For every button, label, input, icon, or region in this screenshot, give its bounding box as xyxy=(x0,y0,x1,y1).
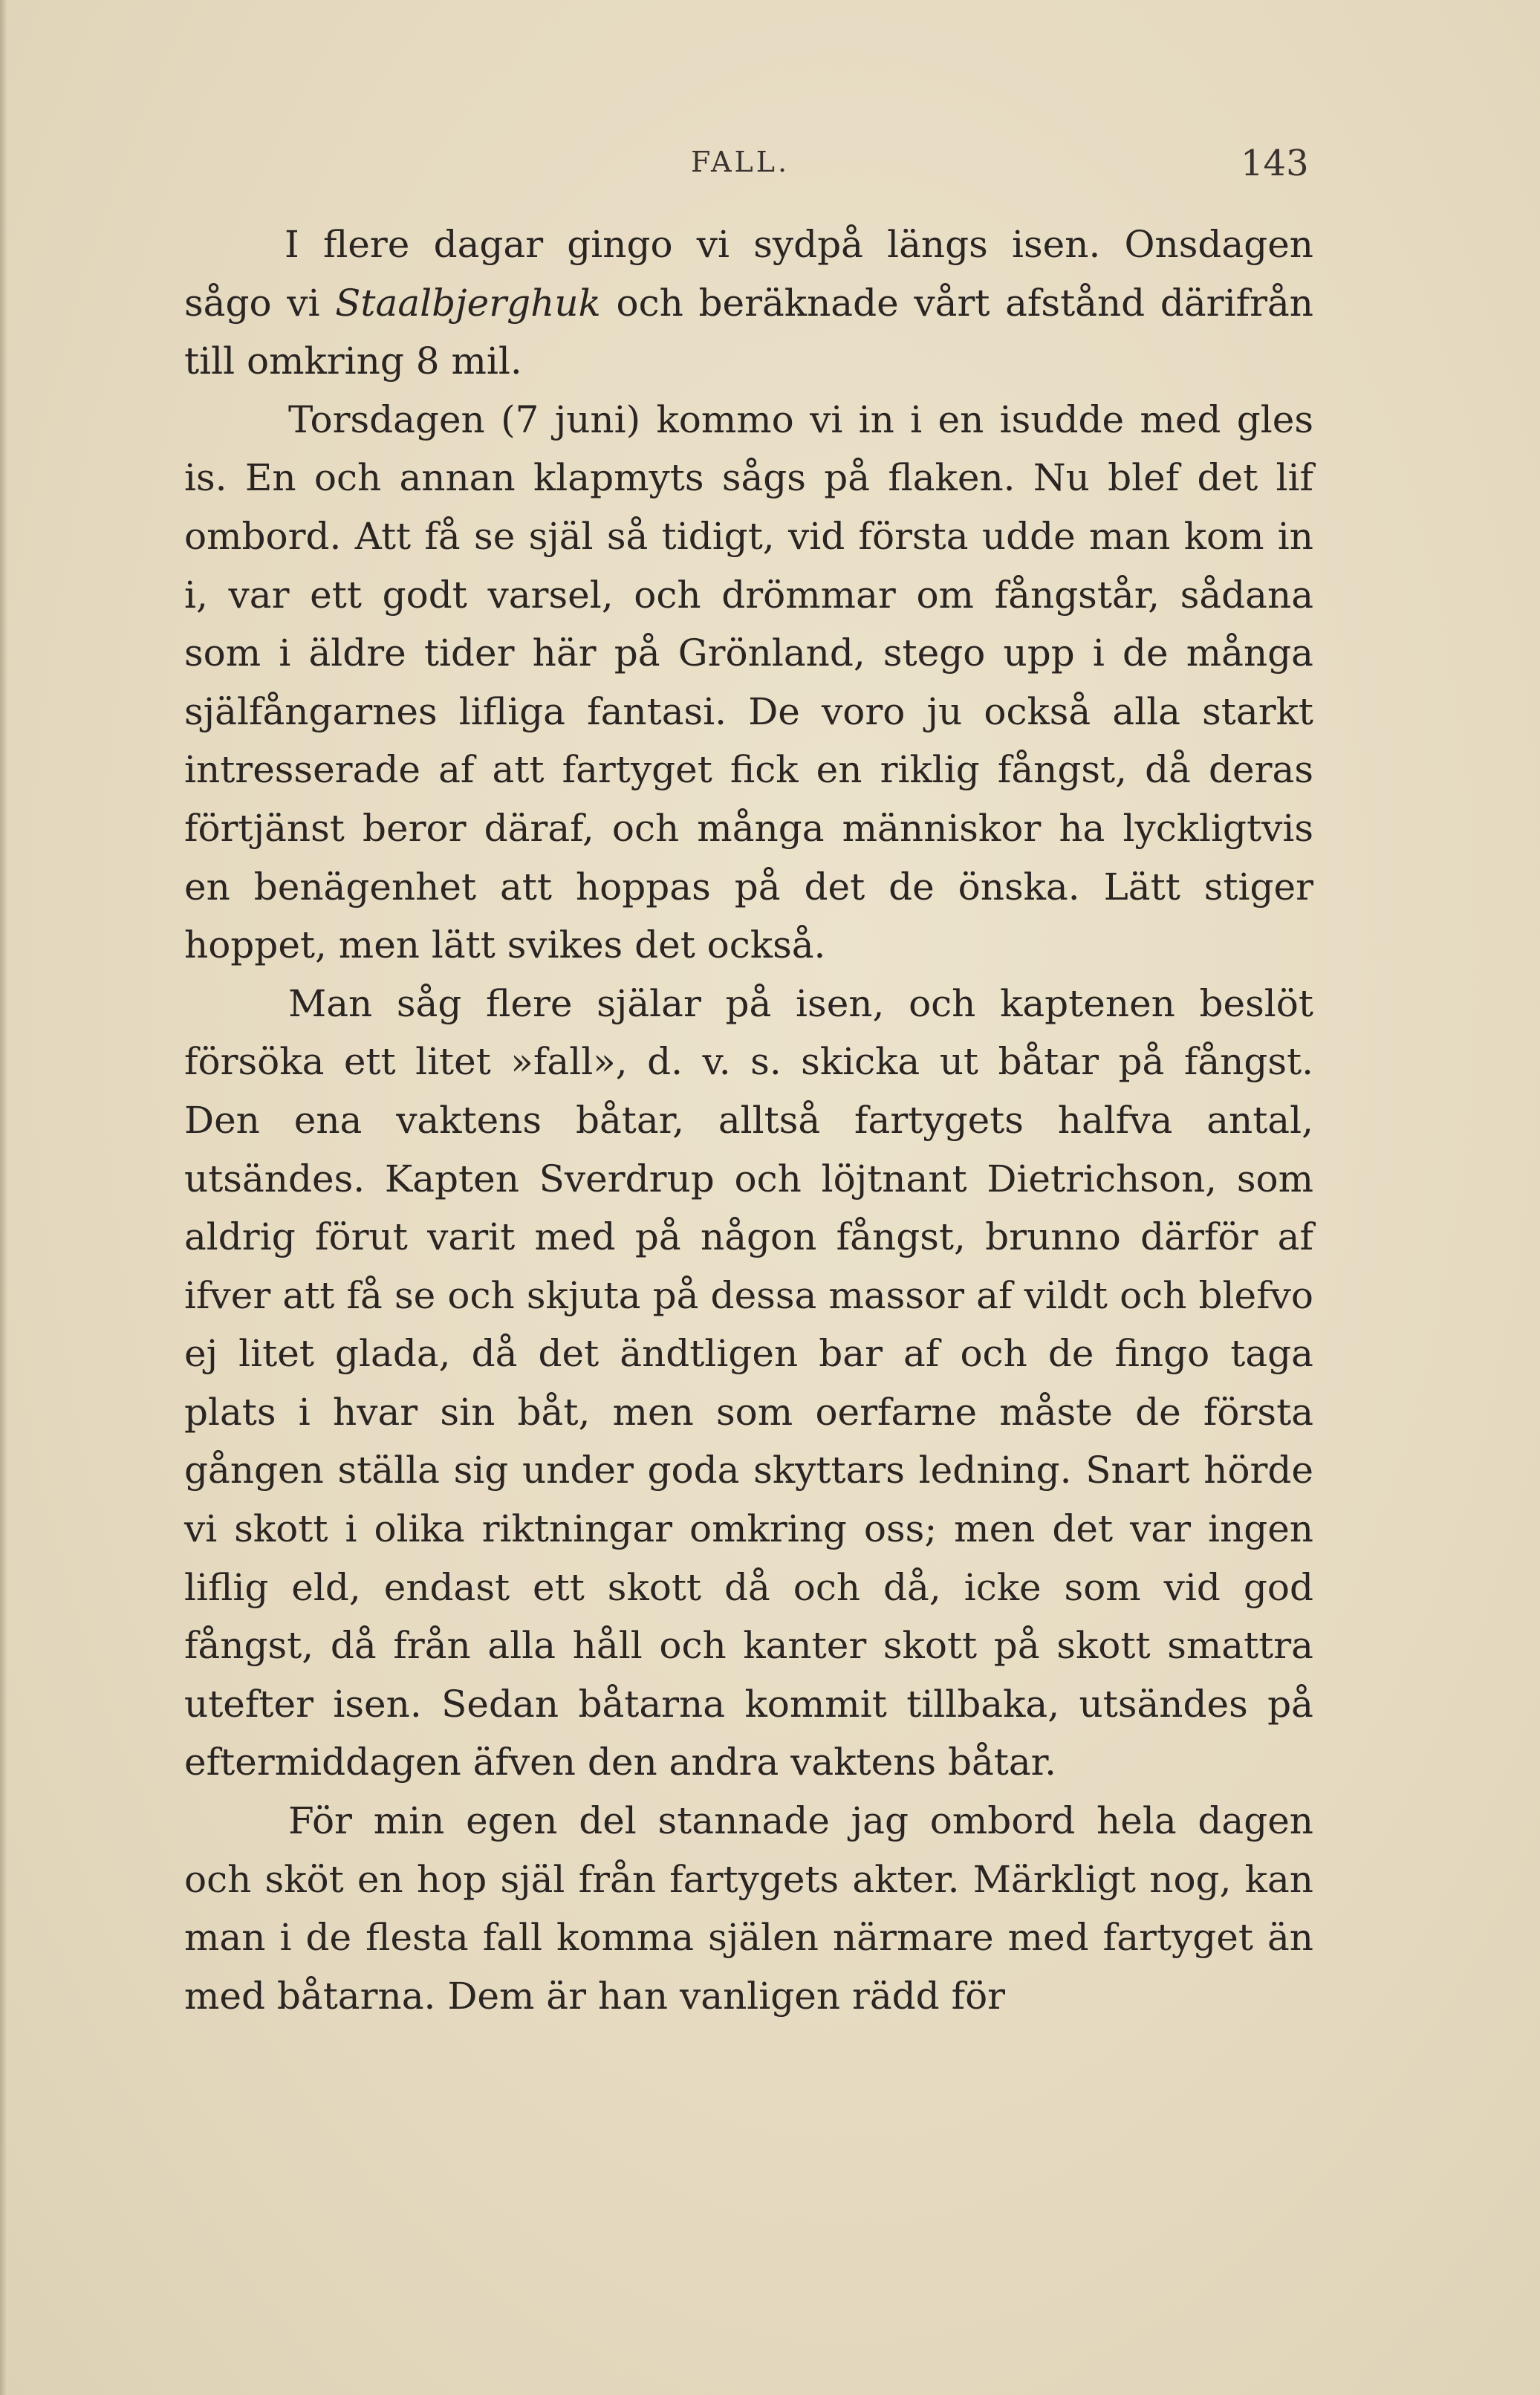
page-header xyxy=(0,143,1540,190)
page-binding-edge xyxy=(0,0,7,2395)
body-text xyxy=(184,215,1313,2025)
paragraph-1 xyxy=(184,215,1313,391)
paragraph-2: Torsdagen (7 juni) kommo vi in i en isudde med gles is. En och annan klapmyts sågs på flaken. Nu blef det lif ombord. Att få se själ så tidigt, vid första udde man kom in i, var ett godt varsel, och drömmar om fångstår, sådana som i äldre tider här på Grönland, stego upp i de många själfångarnes lifliga fantasi. De voro ju också alla starkt intresserade af att fartyget fick en riklig fångst, då deras förtjänst beror däraf, och många människor ha lyckligtvis en benägenhet att hoppas på det de önska. Lätt stiger hoppet, men lätt svikes det också. xyxy=(184,397,1313,967)
paragraph-4: För min egen del stannade jag ombord hela dagen och sköt en hop själ från fartygets akter. Märkligt nog, kan man i de flesta fall komma själen närmare med fartyget än med båtarna. Dem är han vanligen rädd för xyxy=(184,1799,1313,2018)
place-name-emphasis: Staalbjerghuk xyxy=(335,281,601,325)
running-head: FALL. xyxy=(691,146,790,178)
paragraph-1-before: I flere dagar gingo vi sydpå längs isen. Onsdagen sågo vi xyxy=(184,223,1313,325)
paragraph-1-after: och beräknade vårt afstånd därifrån till omkring 8 mil. xyxy=(184,281,1313,383)
page-number: 143 xyxy=(1241,143,1309,184)
paragraph-3: Man såg flere själar på isen, och kaptenen beslöt försöka ett litet »fall», d. v. s. skicka ut båtar på fångst. Den ena vaktens båtar, alltså fartygets halfva antal, utsändes. Kapten Sverdrup och löjtnant Dietrichson, som aldrig förut varit med på någon fångst, brunno därför af ifver att få se och skjuta på dessa massor af vildt och blefvo ej litet glada, då det ändtligen bar af och de fingo taga plats i hvar sin båt, men som oerfarne måste de första gången ställa sig under goda skyttars ledning. Snart hörde vi skott i olika riktningar omkring oss; men det var ingen liflig eld, endast ett skott då och då, icke som vid god fångst, då från alla håll och kanter skott på skott smattra utefter isen. Sedan båtarna kommit tillbaka, utsändes på eftermiddagen äfven den andra vaktens båtar. xyxy=(184,981,1313,1784)
